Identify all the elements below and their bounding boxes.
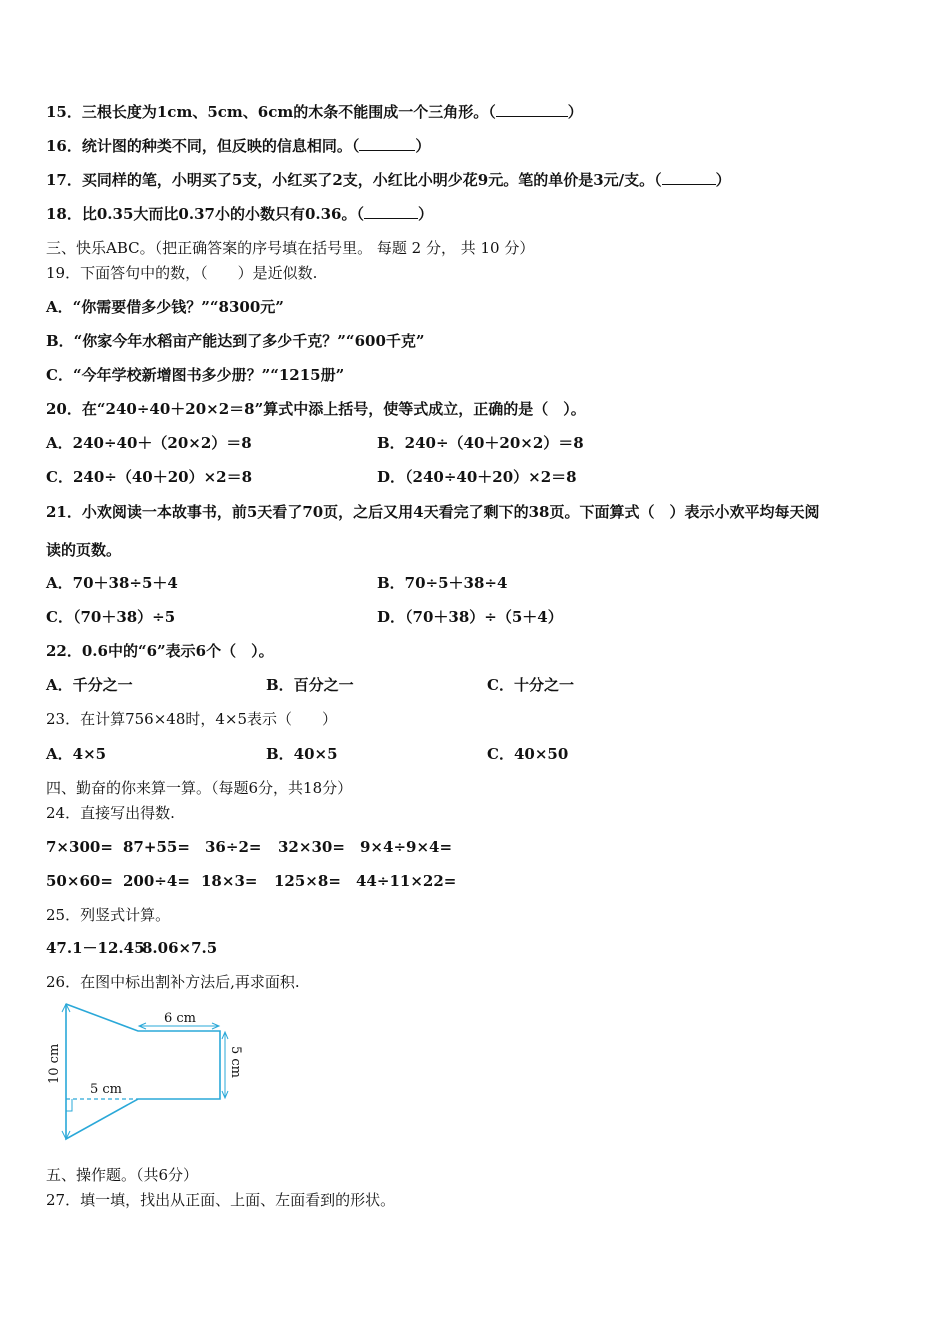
question-19-option-c[interactable]: C．“今年学校新增图书多少册？”“1215册” bbox=[46, 366, 345, 384]
question-20-option-a[interactable]: A．240÷40＋（20×2）＝8 bbox=[46, 434, 252, 452]
answer-blank-18[interactable] bbox=[364, 204, 418, 219]
question-26-stem: 26．在图中标出割补方法后,再求面积. bbox=[46, 973, 300, 991]
calc-item: 9×4÷9×4= bbox=[360, 838, 453, 856]
question-22-option-c[interactable]: C．十分之一 bbox=[487, 676, 574, 694]
question-19-stem: 19．下面答句中的数，（ ）是近似数. bbox=[46, 264, 318, 282]
calc-item: 87+55= bbox=[123, 838, 190, 856]
question-21-option-c[interactable]: C．（70＋38）÷5 bbox=[46, 608, 176, 626]
question-23-option-b[interactable]: B．40×5 bbox=[266, 745, 338, 763]
calc-item: 32×30= bbox=[278, 838, 345, 856]
question-22-option-b[interactable]: B．百分之一 bbox=[266, 676, 354, 694]
question-18: 18．比0.35大而比0.37小的小数只有0.36。（ ） bbox=[46, 205, 433, 223]
question-22-stem: 22．0.6中的“6”表示6个（ ）。 bbox=[46, 642, 274, 660]
trapezoid-rectangle-figure bbox=[40, 998, 250, 1146]
question-23-option-c[interactable]: C．40×50 bbox=[487, 745, 569, 763]
question-17-text: 17．买同样的笔，小明买了5支，小红买了2支，小红比小明少花9元。笔的单价是3元/支。（ bbox=[46, 171, 662, 189]
section-3-heading: 三、快乐ABC。（把正确答案的序号填在括号里。 每题 2 分， 共 10 分） bbox=[46, 239, 535, 257]
answer-blank-15[interactable] bbox=[496, 102, 568, 117]
question-24-stem: 24．直接写出得数. bbox=[46, 804, 175, 822]
question-23-stem: 23．在计算756×48时，4×5表示（ ） bbox=[46, 710, 338, 728]
question-16: 16．统计图的种类不同，但反映的信息相同。（ ） bbox=[46, 137, 431, 155]
question-21-option-d[interactable]: D．（70＋38）÷（5＋4） bbox=[377, 608, 563, 626]
label-left-10cm: 10 cm bbox=[47, 1043, 62, 1084]
question-18-text: 18．比0.35大而比0.37小的小数只有0.36。（ bbox=[46, 205, 364, 223]
answer-blank-17[interactable] bbox=[662, 170, 716, 185]
question-15-text: 15．三根长度为1cm、5cm、6cm的木条不能围成一个三角形。（ bbox=[46, 103, 496, 121]
calc-item: 200÷4= bbox=[123, 872, 190, 890]
question-15: 15．三根长度为1cm、5cm、6cm的木条不能围成一个三角形。（ ） bbox=[46, 103, 583, 121]
question-19-option-b[interactable]: B．“你家今年水稻亩产能达到了多少千克？”“600千克” bbox=[46, 332, 425, 350]
calc-item: 18×3= bbox=[201, 872, 258, 890]
calc-item: 7×300= bbox=[46, 838, 113, 856]
question-22-option-a[interactable]: A．千分之一 bbox=[46, 676, 133, 694]
calc-item: 36÷2= bbox=[205, 838, 262, 856]
question-20-stem: 20．在“240÷40＋20×2＝8”算式中添上括号，使等式成立，正确的是（ ）。 bbox=[46, 400, 586, 418]
question-17: 17．买同样的笔，小明买了5支，小红买了2支，小红比小明少花9元。笔的单价是3元/支。（ ） bbox=[46, 171, 731, 189]
question-25-stem: 25．列竖式计算。 bbox=[46, 906, 171, 924]
question-20-option-c[interactable]: C．240÷（40＋20）×2＝8 bbox=[46, 468, 253, 486]
question-21-option-b[interactable]: B．70÷5＋38÷4 bbox=[377, 574, 508, 592]
section-4-heading: 四、勤奋的你来算一算。（每题6分，共18分） bbox=[46, 779, 353, 797]
answer-blank-16[interactable] bbox=[359, 136, 415, 151]
calc-item: 125×8= bbox=[274, 872, 341, 890]
question-23-option-a[interactable]: A．4×5 bbox=[46, 745, 107, 763]
calc-item: 44÷11×22= bbox=[356, 872, 457, 890]
question-20-option-d[interactable]: D．（240÷40＋20）×2＝8 bbox=[377, 468, 577, 486]
question-21-stem-line1: 21．小欢阅读一本故事书，前5天看了70页，之后又用4天看完了剩下的38页。下面算式（ ）表示小欢平均每天阅 bbox=[46, 503, 820, 521]
question-16-text: 16．统计图的种类不同，但反映的信息相同。（ bbox=[46, 137, 360, 155]
question-27-stem: 27．填一填，找出从正面、上面、左面看到的形状。 bbox=[46, 1191, 396, 1209]
section-5-heading: 五、操作题。（共6分） bbox=[46, 1166, 199, 1184]
label-inner-5cm: 5 cm bbox=[90, 1082, 123, 1097]
vertical-calc-item: 8.06×7.5 bbox=[142, 939, 218, 957]
vertical-calc-item: 47.1－12.45 bbox=[46, 939, 145, 957]
question-19-option-a[interactable]: A．“你需要借多少钱？”“8300元” bbox=[46, 298, 284, 316]
calc-item: 50×60= bbox=[46, 872, 113, 890]
question-20-option-b[interactable]: B．240÷（40＋20×2）＝8 bbox=[377, 434, 584, 452]
label-top-6cm: 6 cm bbox=[164, 1011, 197, 1026]
question-21-option-a[interactable]: A．70＋38÷5＋4 bbox=[46, 574, 178, 592]
question-21-stem-line2: 读的页数。 bbox=[46, 541, 122, 559]
label-right-5cm: 5 cm bbox=[228, 1046, 243, 1079]
right-angle-mark bbox=[66, 1099, 72, 1111]
